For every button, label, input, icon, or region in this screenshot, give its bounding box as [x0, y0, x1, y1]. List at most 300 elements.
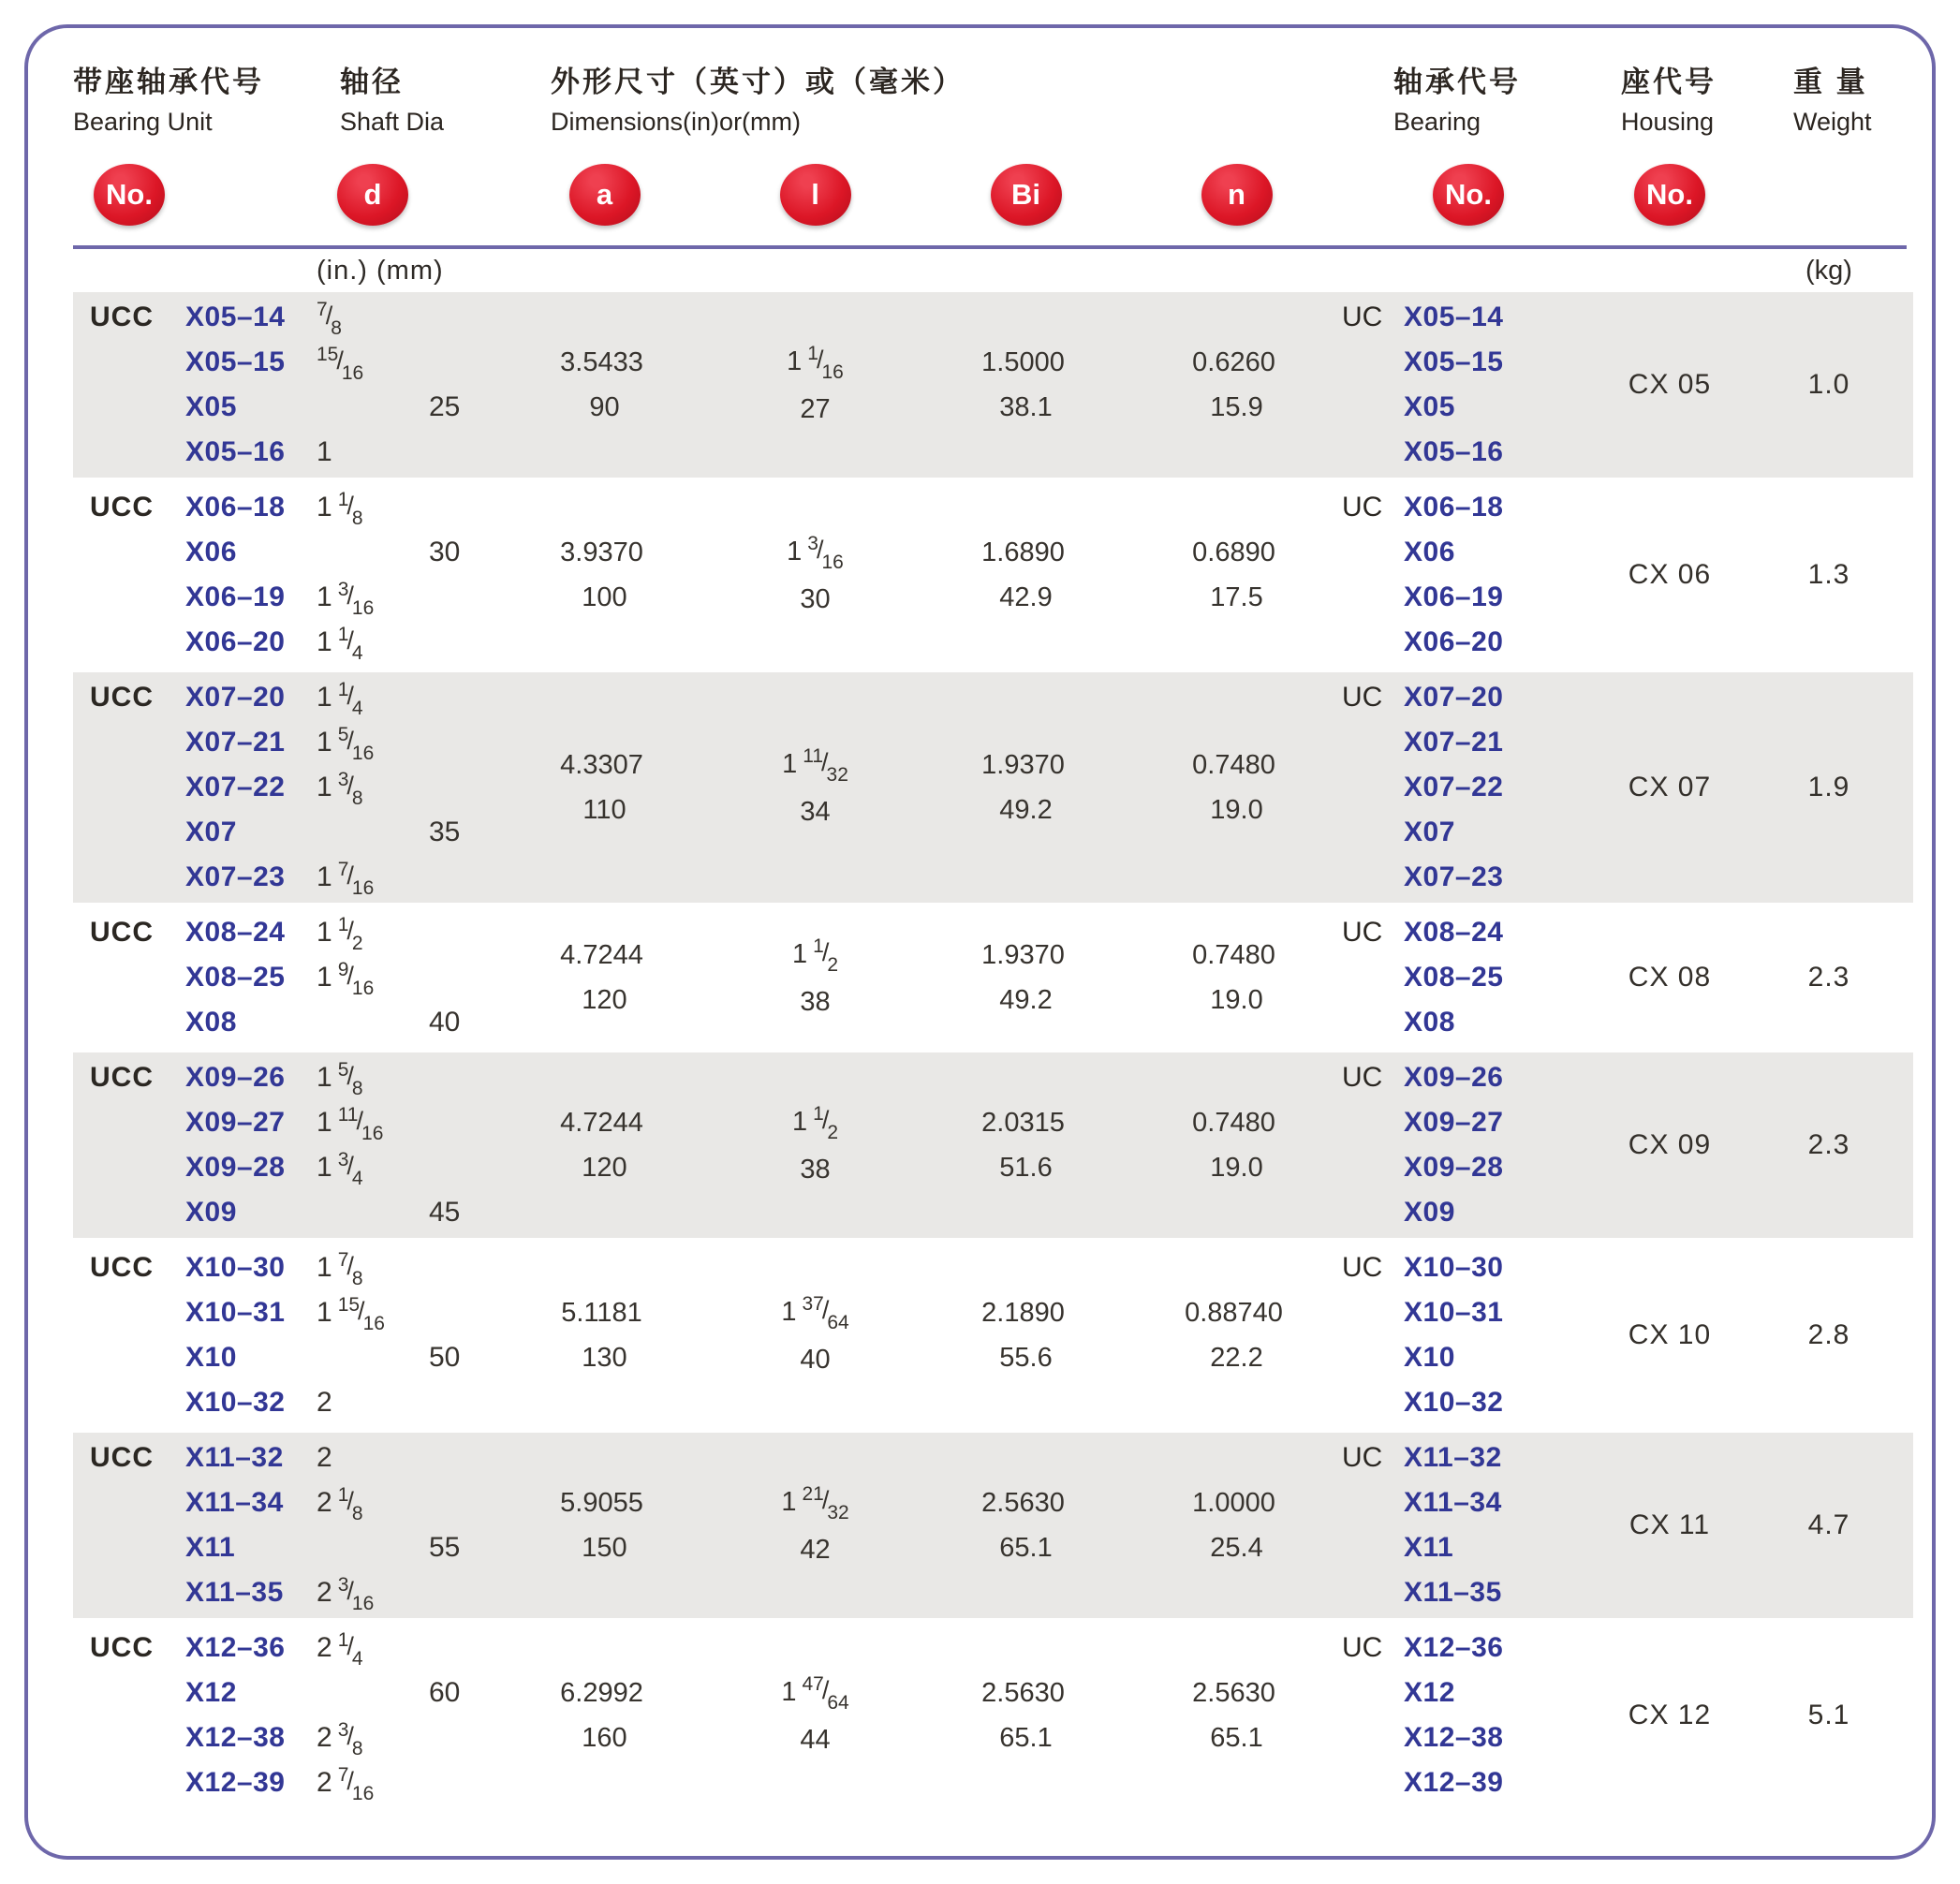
dimension-n-inch: 0.7480 — [1192, 1108, 1275, 1138]
bearing-code: X08–25 — [1404, 962, 1504, 993]
bearing-group-X12 — [73, 1623, 1913, 1808]
shaft-dia-mm — [429, 675, 499, 720]
dimension-a-inch: 4.7244 — [560, 1108, 643, 1138]
dimension-l-mm: 42 — [800, 1534, 831, 1565]
bearing-code-cell — [1342, 1190, 1595, 1235]
header-weight-en: Weight — [1793, 108, 1872, 136]
table-header — [73, 64, 1913, 155]
shaft-dia-inch: 1 $^7/_8$ — [317, 1249, 363, 1289]
bearing-code-cell — [1342, 910, 1595, 955]
series-prefix: UCC — [90, 1442, 154, 1473]
dimension-l-mm: 44 — [800, 1724, 831, 1755]
bearing-unit-code: X10–32 — [185, 1387, 286, 1418]
shaft-dia-inch — [317, 1000, 429, 1045]
housing-code: CX 09 — [1628, 1129, 1712, 1160]
series-prefix — [73, 1671, 185, 1715]
dimension-l-inch: 1 $^{11}/_{32}$ — [782, 744, 848, 786]
bearing-prefix: UC — [1342, 682, 1383, 713]
shaft-dia-mm — [429, 1435, 499, 1480]
dimension-bi-inch: 2.5630 — [981, 1678, 1065, 1708]
shaft-dia-inch: 1 $^1/_2$ — [317, 914, 363, 954]
d-badge-shaft-dia: d — [337, 164, 408, 226]
series-prefix: UCC — [90, 1632, 154, 1663]
n-badge-dimension: n — [1201, 164, 1273, 226]
bearing-group-X10 — [73, 1243, 1913, 1428]
bearing-code: X06–18 — [1404, 492, 1504, 523]
shaft-dia-inch: 2 $^7/_{16}$ — [317, 1764, 375, 1804]
a-badge-dimension: a — [569, 164, 641, 226]
dimension-l — [710, 1055, 921, 1235]
bearing-code: X10–32 — [1404, 1387, 1504, 1418]
shaft-dia-inch: 2 — [317, 1387, 332, 1418]
shaft-dia-mm: 25 — [429, 391, 461, 422]
shaft-dia-inch: 1 $^7/_{16}$ — [317, 859, 375, 899]
bearing-group-X07 — [73, 672, 1913, 903]
bearing-code-cell — [1342, 855, 1595, 900]
shaft-dia-mm: 60 — [429, 1677, 461, 1708]
dimension-l — [710, 910, 921, 1045]
dimension-a-mm: 100 — [582, 582, 627, 612]
shaft-dia-mm — [429, 720, 499, 765]
dimension-n-mm: 19.0 — [1210, 985, 1263, 1015]
shaft-dia-mm — [429, 1760, 499, 1805]
dimension-n-mm: 19.0 — [1210, 1153, 1263, 1183]
shaft-dia-inch: 2 $^1/_8$ — [317, 1484, 363, 1524]
dimension-n-inch: 0.88740 — [1185, 1298, 1283, 1328]
series-prefix: UCC — [90, 1062, 154, 1093]
weight-value: 2.3 — [1807, 1129, 1850, 1160]
bearing-code: X07–22 — [1404, 772, 1504, 802]
bearing-code: X10–30 — [1404, 1252, 1504, 1283]
badge-slot — [73, 164, 185, 226]
bearing-unit-code: X09 — [185, 1197, 237, 1228]
bearing-unit-code: X07–22 — [185, 772, 286, 802]
shaft-dia-mm — [429, 1145, 499, 1190]
dimension-n — [1131, 1245, 1342, 1425]
bearing-unit-code: X05 — [185, 391, 237, 422]
shaft-dia-inch — [317, 385, 429, 430]
shaft-dia-mm — [429, 910, 499, 955]
dimension-n — [1131, 1626, 1342, 1805]
bearing-unit-code: X09–26 — [185, 1062, 286, 1093]
shaft-dia-inch — [317, 1525, 429, 1570]
shaft-dia-inch: $^{15}/_{16}$ — [317, 344, 364, 384]
shaft-dia-inch: 1 — [317, 436, 332, 467]
dimension-bi-mm: 42.9 — [999, 582, 1053, 612]
no-badge-bearing: No. — [1433, 164, 1504, 226]
bearing-code: X08–24 — [1404, 917, 1504, 948]
bearing-code: X12–36 — [1404, 1632, 1504, 1663]
dimension-a — [499, 675, 710, 900]
dimension-n — [1131, 295, 1342, 475]
dimension-l — [710, 1626, 921, 1805]
dimension-a-inch: 3.5433 — [560, 347, 643, 377]
dimension-bi — [921, 1435, 1131, 1615]
bearing-code: X06 — [1404, 537, 1455, 567]
bearing-code-cell — [1342, 1480, 1595, 1525]
bearing-code: X12 — [1404, 1677, 1455, 1708]
header-weight — [1745, 64, 1913, 155]
bearing-code: X05–14 — [1404, 302, 1504, 332]
dimension-n-mm: 15.9 — [1210, 392, 1263, 422]
dimension-l-mm: 27 — [800, 393, 831, 424]
bearing-code-cell — [1342, 1671, 1595, 1715]
bearing-code: X12–39 — [1404, 1767, 1504, 1798]
header-shaft-dia — [317, 64, 499, 155]
bearing-code-cell — [1342, 1380, 1595, 1425]
bearing-unit-code: X11 — [185, 1532, 236, 1563]
dimension-bi-inch: 1.9370 — [981, 940, 1065, 970]
shaft-dia-inch: 2 $^3/_{16}$ — [317, 1574, 375, 1614]
dimension-l-mm: 30 — [800, 583, 831, 614]
series-prefix — [73, 1100, 185, 1145]
series-prefix — [73, 855, 185, 900]
dimension-a-inch: 3.9370 — [560, 537, 643, 567]
bearing-code-cell — [1342, 530, 1595, 575]
bearing-unit-code: X12 — [185, 1677, 237, 1708]
header-shaft-dia-zh: 轴径 — [340, 66, 404, 98]
bearing-unit-code: X12–36 — [185, 1632, 286, 1663]
bearing-code: X07–20 — [1404, 682, 1504, 713]
bearing-unit-code: X07–21 — [185, 727, 286, 758]
dimension-bi — [921, 1626, 1131, 1805]
dimension-l-inch: 1 $^{21}/_{32}$ — [781, 1482, 849, 1523]
bearing-unit-code: X11–34 — [185, 1487, 284, 1518]
bearing-code-cell — [1342, 1760, 1595, 1805]
series-prefix — [73, 1380, 185, 1425]
bearing-unit-code: X06–18 — [185, 492, 286, 523]
dimension-bi-mm: 65.1 — [999, 1723, 1053, 1753]
series-prefix — [73, 1335, 185, 1380]
series-prefix: UCC — [90, 917, 154, 948]
dimension-bi-mm: 65.1 — [999, 1533, 1053, 1563]
header-weight-zh: 重 量 — [1793, 66, 1868, 98]
bearing-code: X05 — [1404, 391, 1455, 422]
shaft-dia-mm — [429, 1100, 499, 1145]
shaft-dia-inch: $^7/_8$ — [317, 299, 342, 339]
shaft-dia-mm — [429, 620, 499, 665]
bearing-unit-code: X06 — [185, 537, 237, 567]
dimension-bi — [921, 910, 1131, 1045]
dimension-a-inch: 5.9055 — [560, 1488, 643, 1518]
shaft-dia-mm: 50 — [429, 1342, 461, 1373]
weight-value: 1.0 — [1807, 369, 1850, 400]
series-prefix — [73, 1145, 185, 1190]
bearing-code-cell — [1342, 385, 1595, 430]
dimension-a-inch: 6.2992 — [560, 1678, 643, 1708]
bearing-code: X11–35 — [1404, 1577, 1502, 1608]
housing-code: CX 06 — [1628, 559, 1712, 590]
dimension-bi-inch: 1.9370 — [981, 750, 1065, 780]
bearing-code: X09–26 — [1404, 1062, 1504, 1093]
dimension-bi — [921, 675, 1131, 900]
bearing-unit-code: X05–16 — [185, 436, 286, 467]
shaft-dia-mm — [429, 855, 499, 900]
series-prefix — [73, 720, 185, 765]
bearing-code: X08 — [1404, 1007, 1455, 1038]
bearing-code-cell — [1342, 1055, 1595, 1100]
shaft-dia-mm — [429, 1290, 499, 1335]
bearing-code: X10 — [1404, 1342, 1455, 1373]
dimension-a — [499, 1245, 710, 1425]
bearing-code: X09–27 — [1404, 1107, 1504, 1138]
shaft-dia-mm — [429, 1480, 499, 1525]
header-bearing-unit — [73, 64, 317, 155]
dimension-l-inch: 1 $^3/_{16}$ — [787, 532, 844, 573]
dimension-a-mm: 110 — [582, 795, 626, 825]
bearing-group-X05 — [73, 292, 1913, 478]
bearing-unit-code: X12–38 — [185, 1722, 286, 1753]
shaft-dia-mm — [429, 1245, 499, 1290]
series-prefix — [73, 1715, 185, 1760]
bearing-unit-code: X06–20 — [185, 626, 286, 657]
shaft-dia-inch: 2 — [317, 1442, 332, 1473]
bearing-prefix: UC — [1342, 1442, 1383, 1473]
column-badge-row — [73, 155, 1913, 234]
badge-slot — [1595, 164, 1745, 226]
bearing-code: X09–28 — [1404, 1152, 1504, 1183]
header-dimensions — [499, 64, 1342, 155]
bearing-code-cell — [1342, 1715, 1595, 1760]
series-prefix: UCC — [90, 1252, 154, 1283]
shaft-dia-inch: 1 $^1/_8$ — [317, 489, 363, 529]
shaft-dia-inch — [317, 530, 429, 575]
bearing-prefix: UC — [1342, 917, 1383, 948]
dimension-l — [710, 675, 921, 900]
header-housing-zh: 座代号 — [1621, 66, 1717, 98]
dimension-n-mm: 65.1 — [1210, 1723, 1263, 1753]
shaft-dia-inch — [317, 1671, 429, 1715]
dimension-l-mm: 38 — [800, 986, 831, 1017]
no-badge-bearing-unit: No. — [94, 164, 165, 226]
dimension-n-mm: 22.2 — [1210, 1343, 1263, 1373]
series-prefix — [73, 810, 185, 855]
dimension-bi — [921, 1055, 1131, 1235]
series-prefix — [73, 620, 185, 665]
shaft-dia-mm — [429, 340, 499, 385]
shaft-dia-inch: 2 $^1/_4$ — [317, 1629, 363, 1670]
dimension-a-mm: 120 — [582, 1153, 627, 1183]
bearing-unit-code: X05–14 — [185, 302, 286, 332]
badge-slot — [1342, 164, 1595, 226]
shaft-dia-mm — [429, 955, 499, 1000]
series-prefix — [73, 1480, 185, 1525]
bearing-code-cell — [1342, 1335, 1595, 1380]
dimension-bi — [921, 295, 1131, 475]
no-badge-housing: No. — [1634, 164, 1705, 226]
header-bearing-unit-en: Bearing Unit — [73, 108, 213, 136]
housing-code: CX 11 — [1628, 1509, 1711, 1540]
series-prefix — [73, 955, 185, 1000]
bearing-code-cell — [1342, 485, 1595, 530]
series-prefix: UCC — [90, 492, 154, 523]
shaft-dia-inch: 1 $^1/_4$ — [317, 624, 363, 664]
shaft-dia-mm — [429, 765, 499, 810]
bearing-unit-code: X11–32 — [185, 1442, 284, 1473]
series-prefix — [73, 575, 185, 620]
shaft-dia-mm — [429, 485, 499, 530]
dimension-n — [1131, 910, 1342, 1045]
dimension-bi-inch: 2.0315 — [981, 1108, 1065, 1138]
dimension-l — [710, 1245, 921, 1425]
bearing-code: X05–15 — [1404, 346, 1504, 377]
bearing-code: X09 — [1404, 1197, 1455, 1228]
bearing-unit-code: X10–30 — [185, 1252, 286, 1283]
bearing-code-cell — [1342, 295, 1595, 340]
dimension-n — [1131, 675, 1342, 900]
header-bearing — [1342, 64, 1595, 155]
shaft-dia-inch: 1 $^3/_8$ — [317, 769, 363, 809]
shaft-dia-mm — [429, 1570, 499, 1615]
dimension-n-inch: 2.5630 — [1192, 1678, 1275, 1708]
bearing-unit-code: X08–24 — [185, 917, 286, 948]
dimension-a — [499, 1435, 710, 1615]
bearing-unit-code: X09–28 — [185, 1152, 286, 1183]
dimension-n-inch: 0.7480 — [1192, 940, 1275, 970]
series-prefix: UCC — [90, 682, 154, 713]
bearing-code-cell — [1342, 1626, 1595, 1671]
series-prefix — [73, 1000, 185, 1045]
bearing-unit-code: X06–19 — [185, 581, 286, 612]
bearing-unit-code: X08 — [185, 1007, 237, 1038]
shaft-dia-mm: 45 — [429, 1197, 461, 1228]
bearing-group-X06 — [73, 482, 1913, 668]
weight-value: 1.9 — [1807, 772, 1850, 802]
badge-slot — [499, 164, 710, 226]
dimension-a — [499, 910, 710, 1045]
series-prefix — [73, 765, 185, 810]
header-bearing-en: Bearing — [1393, 108, 1481, 136]
bearing-code-cell — [1342, 1290, 1595, 1335]
bearing-unit-code: X10 — [185, 1342, 237, 1373]
bearing-code: X10–31 — [1404, 1297, 1504, 1328]
shaft-dia-inch: 1 $^3/_4$ — [317, 1149, 363, 1189]
shaft-dia-mm: 30 — [429, 537, 461, 567]
housing-code: CX 12 — [1628, 1700, 1712, 1730]
bearing-code-cell — [1342, 1145, 1595, 1190]
housing-code: CX 05 — [1628, 369, 1712, 400]
dimension-l-inch: 1 $^1/_2$ — [791, 935, 839, 976]
housing-code: CX 07 — [1628, 772, 1712, 802]
shaft-dia-inch: 1 $^{11}/_{16}$ — [317, 1104, 384, 1144]
shaft-dia-units-label: (in.) (mm) — [317, 255, 444, 286]
bearing-unit-code: X07–23 — [185, 861, 286, 892]
dimension-n-mm: 17.5 — [1210, 582, 1263, 612]
shaft-dia-mm — [429, 1380, 499, 1425]
dimension-n — [1131, 1055, 1342, 1235]
dimension-bi-mm: 51.6 — [999, 1153, 1053, 1183]
shaft-dia-mm — [429, 575, 499, 620]
dimension-bi-mm: 49.2 — [999, 795, 1053, 825]
units-row — [73, 249, 1913, 292]
bearing-code-cell — [1342, 955, 1595, 1000]
header-bearing-zh: 轴承代号 — [1393, 66, 1521, 98]
dimension-l-inch: 1 $^1/_2$ — [791, 1102, 839, 1143]
weight-value: 2.8 — [1807, 1319, 1850, 1350]
badge-slot — [710, 164, 921, 226]
series-prefix — [73, 385, 185, 430]
series-prefix — [73, 1525, 185, 1570]
bearing-code: X11–32 — [1404, 1442, 1502, 1473]
dimension-a — [499, 1055, 710, 1235]
bearing-code: X11 — [1404, 1532, 1454, 1563]
bearing-code-cell — [1342, 340, 1595, 385]
bearing-prefix: UC — [1342, 1062, 1383, 1093]
bearing-code-cell — [1342, 575, 1595, 620]
bearing-code: X06–19 — [1404, 581, 1504, 612]
bearing-group-X09 — [73, 1052, 1913, 1238]
dimension-a-inch: 4.7244 — [560, 940, 643, 970]
bearing-code-cell — [1342, 1570, 1595, 1615]
shaft-dia-inch — [317, 1190, 429, 1235]
bearing-code-cell — [1342, 1245, 1595, 1290]
header-shaft-dia-en: Shaft Dia — [340, 108, 445, 136]
shaft-dia-mm: 40 — [429, 1007, 461, 1038]
dimension-a-mm: 120 — [582, 985, 627, 1015]
dimension-l-mm: 38 — [800, 1154, 831, 1185]
bi-badge-dimension: Bi — [991, 164, 1062, 226]
dimension-l-inch: 1 $^1/_{16}$ — [787, 342, 844, 383]
bearing-code-cell — [1342, 1100, 1595, 1145]
header-dimensions-zh: 外形尺寸（英寸）或（毫米） — [551, 66, 965, 98]
shaft-dia-inch: 1 $^5/_8$ — [317, 1059, 363, 1099]
dimension-bi-inch: 2.5630 — [981, 1488, 1065, 1518]
shaft-dia-inch: 1 $^9/_{16}$ — [317, 959, 375, 999]
series-prefix — [73, 430, 185, 475]
bearing-code-cell — [1342, 1525, 1595, 1570]
bearing-unit-code: X12–39 — [185, 1767, 286, 1798]
dimension-l-mm: 40 — [800, 1344, 831, 1375]
dimension-a-inch: 4.3307 — [560, 750, 643, 780]
shaft-dia-inch: 1 $^1/_4$ — [317, 679, 363, 719]
bearing-prefix: UC — [1342, 1632, 1383, 1663]
dimension-a — [499, 485, 710, 665]
header-dimensions-en: Dimensions(in)or(mm) — [551, 108, 802, 136]
bearing-unit-code: X09–27 — [185, 1107, 286, 1138]
badge-slot — [317, 164, 429, 226]
bearing-unit-code: X08–25 — [185, 962, 286, 993]
bearing-code-cell — [1342, 620, 1595, 665]
bearing-code: X07 — [1404, 817, 1455, 847]
series-prefix — [73, 340, 185, 385]
bearing-code: X07–21 — [1404, 727, 1504, 758]
bearing-code: X07–23 — [1404, 861, 1504, 892]
weight-value: 4.7 — [1807, 1509, 1850, 1540]
dimension-n-inch: 0.6260 — [1192, 347, 1275, 377]
bearing-code-cell — [1342, 1435, 1595, 1480]
series-prefix — [73, 1190, 185, 1235]
shaft-dia-inch — [317, 1335, 429, 1380]
bearing-group-X11 — [73, 1433, 1913, 1618]
shaft-dia-inch — [317, 810, 429, 855]
dimension-n — [1131, 1435, 1342, 1615]
dimension-bi-inch: 1.6890 — [981, 537, 1065, 567]
dimension-a-mm: 150 — [582, 1533, 627, 1563]
shaft-dia-mm: 35 — [429, 817, 461, 847]
dimension-n-inch: 0.7480 — [1192, 750, 1275, 780]
bearing-unit-code: X10–31 — [185, 1297, 286, 1328]
dimension-n-inch: 0.6890 — [1192, 537, 1275, 567]
dimension-l — [710, 485, 921, 665]
bearing-code-cell — [1342, 720, 1595, 765]
badge-slot — [921, 164, 1131, 226]
bearing-unit-code: X11–35 — [185, 1577, 284, 1608]
bearing-code: X11–34 — [1404, 1487, 1502, 1518]
bearing-code-cell — [1342, 1000, 1595, 1045]
shaft-dia-mm: 55 — [429, 1532, 461, 1563]
shaft-dia-mm — [429, 430, 499, 475]
shaft-dia-inch: 1 $^{15}/_{16}$ — [317, 1294, 385, 1334]
